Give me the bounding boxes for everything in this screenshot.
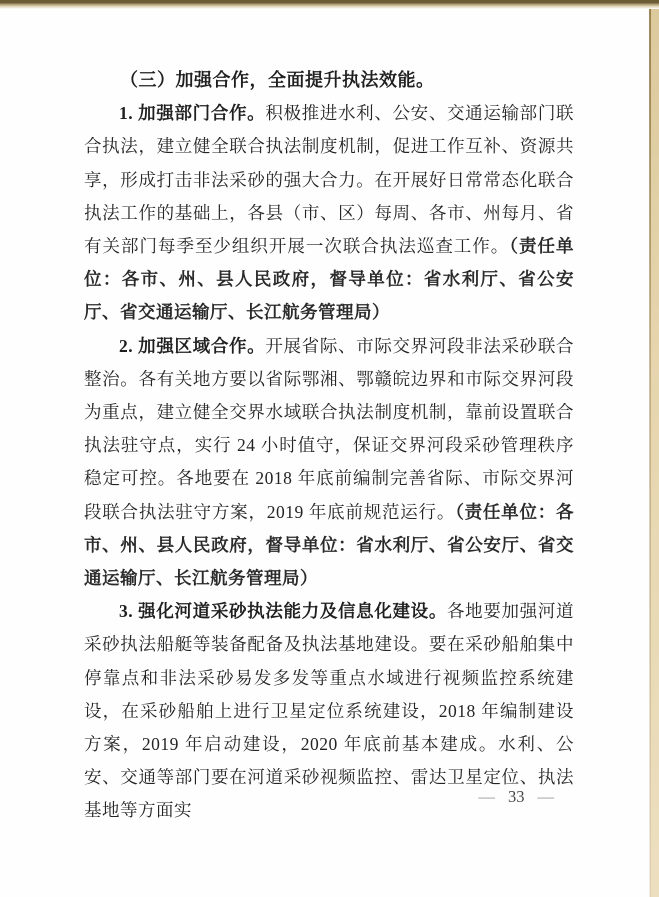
page-number-value: 33 [508,787,525,806]
paragraph-2 [84,330,574,596]
page-content [84,64,574,828]
page-top-edge [0,0,659,9]
paragraph-2-body: 开展省际、市际交界河段非法采砂联合整治。各有关地方要以省际鄂湘、鄂赣皖边界和市际交界河段为重点，建立健全交界水域联合执法制度机制，靠前设置联合执法驻守点，实行 24 小时值守，保证交界河段采砂管理秩序稳定可控。各地要在 2018 年底前编制完善省际、市际交界河段联合执法驻守方案，2019 年底前规范运行。 [84,335,575,522]
paragraph-2-lead: 2. 加强区域合作。 [119,335,266,356]
paragraph-1-body: 积极推进水利、公安、交通运输部门联合执法，建立健全联合执法制度机制，促进工作互补、资源共享，形成打击非法采砂的强大合力。在开展好日常常态化联合执法工作的基础上，各县（市、区）每周、各市、州每月、省有关部门每季至少组织开展一次联合执法巡查工作。 [84,103,575,257]
page-number [84,786,554,808]
page-number-right-dash: — [537,787,554,806]
paragraph-3-body: 各地要加强河道采砂执法船艇等装备配备及执法基地建设。要在采砂船舶集中停靠点和非法采砂易发多发等重点水域进行视频监控系统建设，在采砂船舶上进行卫星定位系统建设，2018 年编制建设方案，2019 年启动建设，2020 年底前基本建成。水利、公安、交通等部门要在河道采砂视频监控、雷达卫星定位、执法基地等方面实 [84,601,574,821]
section-heading: （三）加强合作，全面提升执法效能。 [120,70,435,90]
page-number-left-dash: — [478,787,495,806]
paragraph-1-lead: 1. 加强部门合作。 [119,103,266,124]
page-right-edge [650,0,659,897]
paragraph-1 [84,97,574,329]
paragraph-2-responsibility: （责任单位：各市、州、县人民政府，督导单位：省水利厅、省公安厅、省交通运输厅、长江航务管理局） [84,501,575,589]
paragraph-1-responsibility: （责任单位：各市、州、县人民政府，督导单位：省水利厅、省公安厅、省交通运输厅、长江航务管理局） [84,236,575,323]
paragraph-3-lead: 3. 强化河道采砂执法能力及信息化建设。 [119,601,447,622]
